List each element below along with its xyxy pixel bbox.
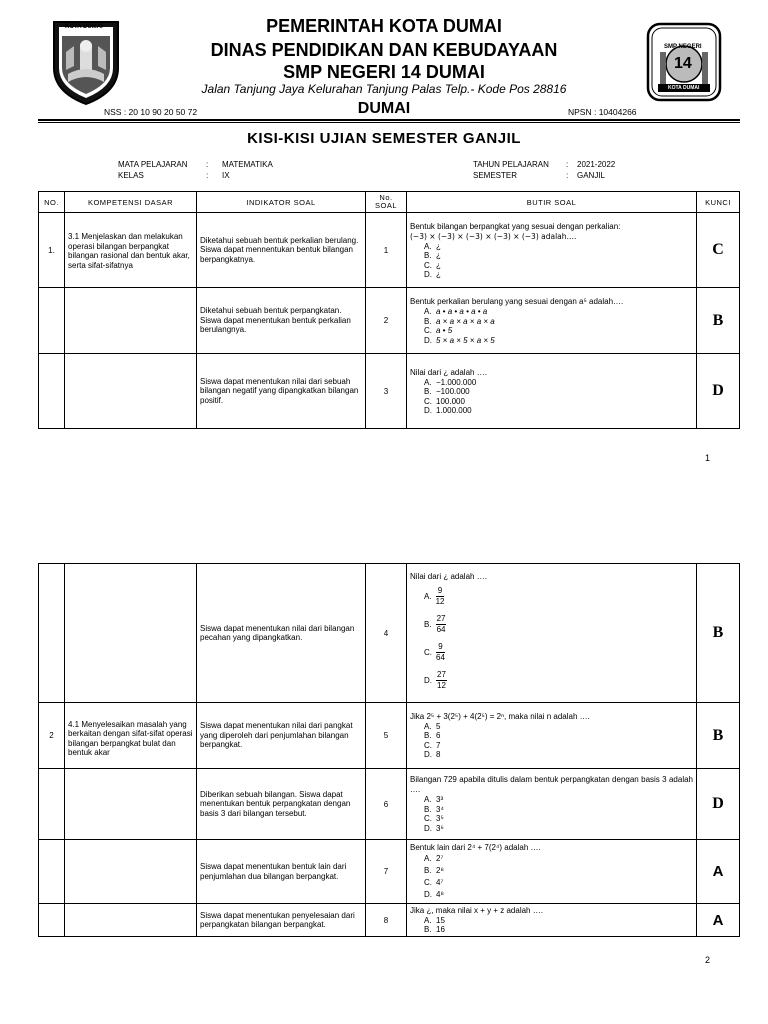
row-indikator: Diketahui sebuah bentuk perkalian berulang. Siswa dapat mennentukan bentuk bilangan berpangkatnya. <box>197 213 366 288</box>
row-indikator: Siswa dapat menentukan nilai dari sebuah bilangan negatif yang dipangkatkan bilangan positif. <box>197 354 366 429</box>
question-stem: Nilai dari ¿ adalah …. <box>410 572 487 581</box>
answer-key: C <box>697 213 740 288</box>
table-row <box>39 769 740 840</box>
left-logo-caption: KOTA DUMAI <box>65 24 103 30</box>
answer-key: D <box>697 354 740 429</box>
col-header-indikator: INDIKATOR SOAL <box>197 192 366 213</box>
question-stem: Jika ¿, maka nilai x + y + z adalah …. <box>410 905 543 915</box>
kisi-table-page1 <box>38 191 740 429</box>
fraction: $\frac{27}{64}$ <box>436 613 446 634</box>
col-header-butir: BUTIR SOAL <box>407 192 697 213</box>
row-kd <box>65 564 197 703</box>
row-butir <box>407 840 697 904</box>
row-kd <box>65 288 197 354</box>
row-nosoal: 6 <box>366 769 407 840</box>
row-butir <box>407 354 697 429</box>
fraction: $\frac{9}{12}$ <box>435 585 445 606</box>
year-value: 2021-2022 <box>577 160 616 169</box>
table-row <box>39 703 740 769</box>
header-line2: DINAS PENDIDIKAN DAN KEBUDAYAAN <box>210 40 558 60</box>
question-stem: Nilai dari ¿ adalah …. <box>410 367 487 377</box>
table-header-row <box>39 192 740 213</box>
row-no <box>39 904 65 937</box>
row-indikator: Siswa dapat menentukan nilai dari bilangan pecahan yang dipangkatkan. <box>197 564 366 703</box>
question-stem: Bentuk perkalian berulang yang sesuai dengan a⁵ adalah…. <box>410 297 624 306</box>
option-c: C. 3⁵ <box>424 814 444 823</box>
option-b: B. a × a × a × a × a <box>424 316 495 326</box>
col-header-nosoal-2: SOAL <box>374 201 397 210</box>
option-b: B. 2⁸ <box>424 865 444 875</box>
row-kd: 4.1 Menyelesaikan masalah yang berkaitan dengan sifat-sifat operasi bilangan berpangkat bulat dan bentuk akar <box>65 703 197 769</box>
option-d: D. 5 × a × 5 × a × 5 <box>424 335 495 345</box>
row-butir <box>407 564 697 703</box>
option-d: D. 4⁸ <box>424 889 444 899</box>
option-a: A. 15 <box>424 915 445 925</box>
col-header-kd: KOMPETENSI DASAR <box>65 192 197 213</box>
table-row <box>39 213 740 288</box>
option-d: D. 8 <box>424 750 441 759</box>
row-kd <box>65 354 197 429</box>
page-number-1: 1 <box>705 453 711 463</box>
kisi-table-page2 <box>38 563 740 937</box>
page-number-2: 2 <box>705 955 711 965</box>
npsn: NPSN : 10404266 <box>568 107 637 117</box>
header-line3: SMP NEGERI 14 DUMAI <box>283 62 485 82</box>
header-address: Jalan Tanjung Jaya Kelurahan Tanjung Palas Telp.- Kode Pos 28816 <box>201 82 567 96</box>
subject-value: MATEMATIKA <box>222 160 273 169</box>
header-divider <box>38 119 740 121</box>
row-nosoal: 2 <box>366 288 407 354</box>
question-stem: Bentuk bilangan berpangkat yang sesuai dengan perkalian: <box>410 221 621 231</box>
row-nosoal: 8 <box>366 904 407 937</box>
option-c: C. 4⁷ <box>424 877 444 887</box>
row-kd: 3.1 Menjelaskan dan melakukan operasi bilangan berpangkat bilangan rasional dan bentuk akar, serta sifat-sifatnya <box>65 213 197 288</box>
row-butir <box>407 213 697 288</box>
question-stem: Jika 2⁵ + 3(2⁵) + 4(2⁵) = 2ⁿ, maka nilai n adalah …. <box>410 711 590 721</box>
col-header-nosoal <box>366 192 407 213</box>
option-a: A. 2⁷ <box>424 853 444 863</box>
option-a: A. −1.000.000 <box>424 377 477 387</box>
row-nosoal: 5 <box>366 703 407 769</box>
fraction: $\frac{27}{12}$ <box>437 669 446 690</box>
option-d: D. ¿ <box>424 270 441 279</box>
fraction: $\frac{9}{64}$ <box>436 641 445 662</box>
option-a: A. 5 <box>424 721 441 731</box>
subject-sep: : <box>206 160 209 169</box>
semester-label: SEMESTER <box>473 171 518 180</box>
table-row <box>39 354 740 429</box>
row-indikator: Siswa dapat menentukan nilai dari pangkat yang diperoleh dari penjumlahan bilangan berpangkat. <box>197 703 366 769</box>
option-b: B. −100.000 <box>424 387 470 396</box>
col-header-kunci: KUNCI <box>697 192 740 213</box>
option-a: A. 3³ <box>424 795 444 804</box>
row-butir <box>407 288 697 354</box>
header-divider-thin <box>38 122 740 123</box>
row-butir <box>407 769 697 840</box>
header-city: DUMAI <box>357 100 411 117</box>
option-d: D. 1.000.000 <box>424 406 472 415</box>
year-label: TAHUN PELAJARAN <box>473 160 549 169</box>
row-no <box>39 564 65 703</box>
option-c: C. ¿ <box>424 260 441 270</box>
semester-value: GANJIL <box>577 171 606 180</box>
class-value: IX <box>222 171 230 180</box>
year-sep: : <box>566 160 569 169</box>
page-title: KISI-KISI UJIAN SEMESTER GANJIL <box>247 130 521 147</box>
table-row <box>39 904 740 937</box>
row-nosoal: 3 <box>366 354 407 429</box>
table-row <box>39 840 740 904</box>
answer-key: A <box>697 904 740 937</box>
option-b: B. ¿ <box>424 251 441 260</box>
row-indikator: Siswa dapat menentukan penyelesaian dari perpangkatan bilangan berpangkat. <box>197 904 366 937</box>
row-butir <box>407 703 697 769</box>
col-header-no: NO. <box>39 192 65 213</box>
option-b: B. 16 <box>424 925 445 934</box>
row-indikator: Diberikan sebuah bilangan. Siswa dapat menentukan bentuk perpangkatan dengan basis 3 dari bilangan tersebut. <box>197 769 366 840</box>
right-logo-caption-top: SMP NEGERI <box>664 44 702 50</box>
question-stem: Bentuk lain dari 2⁴ + 7(2⁴) adalah …. <box>410 842 541 852</box>
row-no <box>39 288 65 354</box>
header-line1: PEMERINTAH KOTA DUMAI <box>266 16 502 36</box>
table-row <box>39 564 740 703</box>
option-a: A. a • a • a • a • a <box>424 307 488 316</box>
row-butir <box>407 904 697 937</box>
answer-key: B <box>697 703 740 769</box>
option-a: A. $\frac{9}{12}$ <box>424 585 445 606</box>
right-logo-caption-bottom: KOTA DUMAI <box>668 85 700 91</box>
option-a: A. ¿ <box>424 241 441 251</box>
row-no: 1. <box>39 213 65 288</box>
row-nosoal: 1 <box>366 213 407 288</box>
row-nosoal: 4 <box>366 564 407 703</box>
nss: NSS : 20 10 90 20 50 72 <box>104 107 198 117</box>
row-indikator: Siswa dapat menentukan bentuk lain dari penjumlahan dua bilangan berpangkat. <box>197 840 366 904</box>
answer-key: D <box>697 769 740 840</box>
option-c: C. a • 5 <box>424 326 453 335</box>
row-no <box>39 354 65 429</box>
subject-label: MATA PELAJARAN <box>118 160 188 169</box>
row-indikator: Diketahui sebuah bentuk perpangkatan. Siswa dapat menentukan bentuk perkalian berulangnya. <box>197 288 366 354</box>
row-nosoal: 7 <box>366 840 407 904</box>
answer-key: A <box>697 840 740 904</box>
option-d: D. 3⁶ <box>424 823 444 833</box>
row-no: 2 <box>39 703 65 769</box>
option-b: B. 6 <box>424 731 441 740</box>
option-d: D. $\frac{27}{12}$ <box>424 669 446 690</box>
option-c: C. 7 <box>424 740 441 750</box>
row-kd <box>65 840 197 904</box>
answer-key: B <box>697 564 740 703</box>
table-row <box>39 288 740 354</box>
option-c: C. 100.000 <box>424 396 465 406</box>
row-kd <box>65 769 197 840</box>
option-b: B. $\frac{27}{64}$ <box>424 613 446 634</box>
option-c: C. $\frac{9}{64}$ <box>424 641 445 662</box>
row-no <box>39 840 65 904</box>
class-sep: : <box>206 171 209 180</box>
col-header-nosoal-1: No. <box>379 193 393 202</box>
semester-sep: : <box>566 171 569 180</box>
row-kd <box>65 904 197 937</box>
row-no <box>39 769 65 840</box>
right-logo-number: 14 <box>674 55 692 72</box>
class-label: KELAS <box>118 171 144 180</box>
answer-key: B <box>697 288 740 354</box>
question-stem-expr: (−3) × (−3) × (−3) × (−3) × (−3) adalah…. <box>410 231 577 241</box>
option-b: B. 3⁴ <box>424 804 444 814</box>
question-stem: Bilangan 729 apabila ditulis dalam bentuk perpangkatan dengan basis 3 adalah …. <box>410 775 693 794</box>
